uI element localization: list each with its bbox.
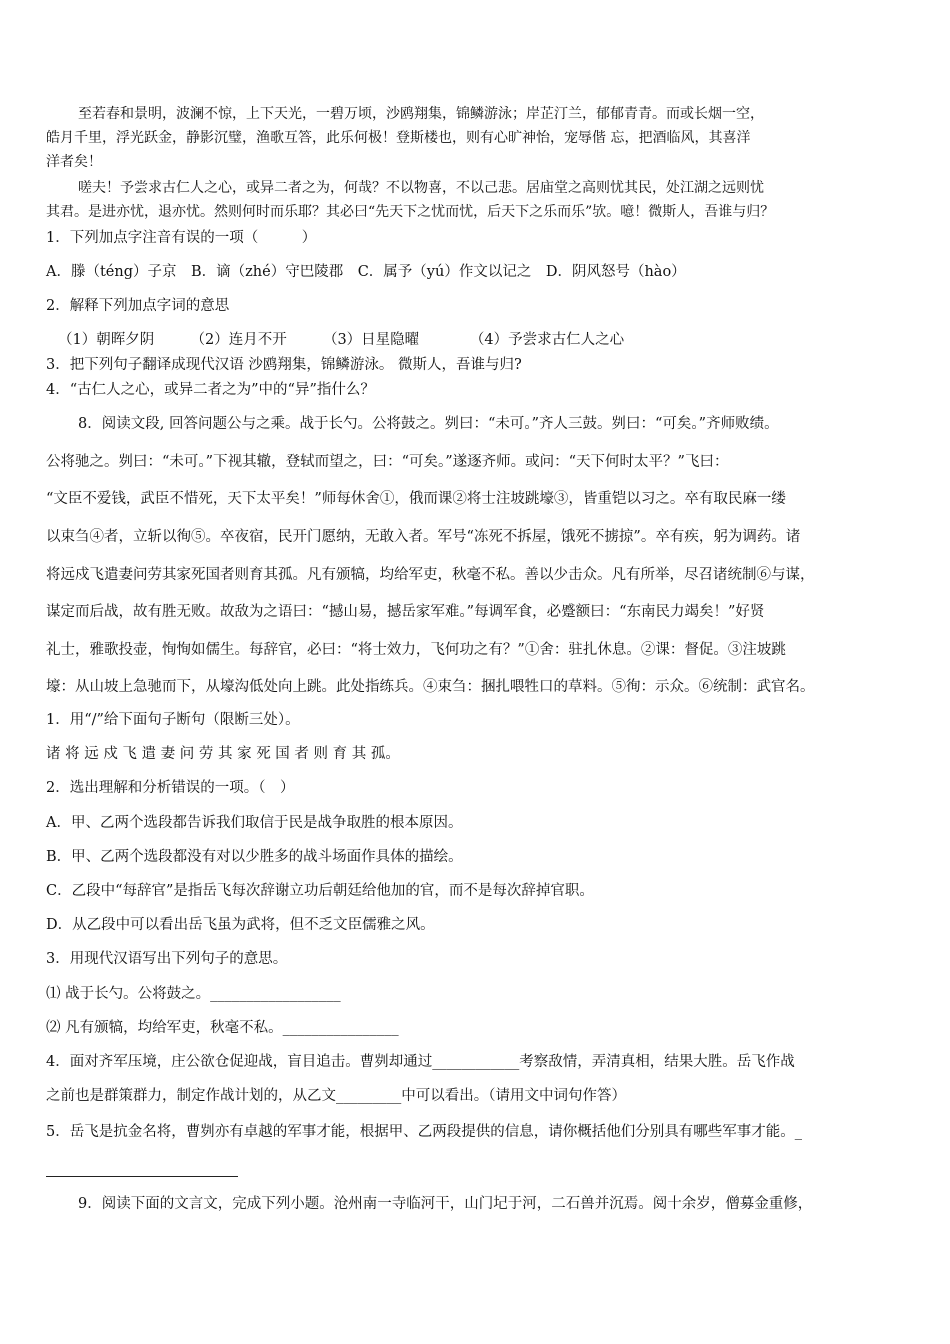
passage-line: 其君。是进亦忧，退亦忧。然则何时而乐耶？其必曰“先天下之忧而忧，后天下之乐而乐”欤。噫！微斯人，吾谁与归？	[46, 204, 775, 220]
passage-8-line: “文臣不爱钱，武臣不惜死，天下太平矣！”师每休舍①，俄而课②将士注坡跳壕③，皆重铠以习之。卒有取民麻一缕	[46, 491, 786, 507]
passage-line: 至若春和景明，波澜不惊，上下天光，一碧万顷，沙鸥翔集，锦鳞游泳；岸芷汀兰，郁郁青青。而或长烟一空，	[78, 106, 764, 122]
option-a: A．甲、乙两个选段都告诉我们取信于民是战争取胜的根本原因。	[46, 815, 463, 831]
passage-8-line: 公将驰之。刿曰：“未可。”下视其辙，登轼而望之，曰：“可矣。”遂逐齐师。或问：“天下何时太平？”飞曰：	[46, 454, 729, 470]
option-c: C．乙段中“每辞官”是指岳飞每次辞谢立功后朝廷给他加的官，而不是每次辞掉官职。	[46, 883, 594, 899]
passage-8-line: 8．阅读文段, 回答问题公与之乘。战于长勺。公将鼓之。刿曰：“未可。”齐人三鼓。刿曰：“可矣。”齐师败绩。	[78, 416, 779, 432]
option-b: B．甲、乙两个选段都没有对以少胜多的战斗场面作具体的描绘。	[46, 849, 463, 865]
question-7-1-options: A．滕（téng）子京 B．谪（zhé）守巴陵郡 C．属予（yú）作文以记之 D．阴风怒号（hào）	[46, 264, 686, 280]
question-7-2: 2．解释下列加点字词的意思	[46, 298, 230, 314]
passage-line: 皓月千里，浮光跃金，静影沉璧，渔歌互答，此乐何极！登斯楼也，则有心旷神怡，宠辱偕 忘，把酒临风，其喜洋	[46, 130, 751, 146]
passage-8-line: 壕：从山坡上急驰而下，从壕沟低处向上跳。此处指练兵。④束刍：捆扎喂牲口的草料。⑤徇：示众。⑥统制：武官名。	[46, 679, 815, 695]
passage-8-line: 谋定而后战，故有胜无败。故敌为之语曰：“撼山易，撼岳家军难。”每调军食，必蹙额曰：“东南民力竭矣！”好贤	[46, 604, 765, 620]
passage-8-line: 礼士，雅歌投壶，恂恂如儒生。每辞官，必曰：“将士效力，飞何功之有？”①舍：驻扎休息。②课：督促。③注坡跳	[46, 642, 786, 658]
option-d: D．从乙段中可以看出岳飞虽为武将，但不乏文臣儒雅之风。	[46, 917, 435, 933]
question-7-2-items: （1）朝晖夕阴 （2）连月不开 （3）日星隐曜 （4）予尝求古仁人之心	[58, 332, 625, 348]
passage-8-line: 将远戍飞遣妻问劳其家死国者则育其孤。凡有颁犒，均给军吏，秋毫不私。善以少击众。凡有所举，尽召诸统制⑥与谋，	[46, 567, 815, 583]
question-8-3: 3．用现代汉语写出下列句子的意思。	[46, 951, 288, 967]
passage-line: 洋者矣！	[46, 154, 102, 170]
question-8-5: 5．岳飞是抗金名将，曹刿亦有卓越的军事才能，根据甲、乙两段提供的信息，请你概括他们分别具有哪些军事才能。_	[46, 1124, 802, 1140]
question-8-2: 2．选出理解和分析错误的一项。（ ）	[46, 780, 295, 796]
question-8-3-2: ⑵ 凡有颁犒，均给军吏，秋毫不私。________________	[46, 1020, 399, 1036]
passage-8-line: 以束刍④者，立斩以徇⑤。卒夜宿，民开门愿纳，无敢入者。军号“冻死不拆屋，饿死不掳掠”。卒有疾，躬为调药。诸	[46, 529, 801, 545]
answer-line	[46, 1176, 238, 1177]
question-9-intro: 9．阅读下面的文言文，完成下列小题。沧州南一寺临河干，山门圮于河，二石兽并沉焉。阅十余岁，僧募金重修，	[78, 1196, 813, 1212]
question-7-4: 4．“古仁人之心，或异二者之为”中的“异”指什么？	[46, 382, 375, 398]
question-8-1-text: 诸 将 远 戍 飞 遣 妻 问 劳 其 家 死 国 者 则 育 其 孤。	[46, 746, 400, 762]
question-7-1: 1．下列加点字注音有误的一项（ ）	[46, 230, 317, 246]
question-8-4: 4．面对齐军压境，庄公欲仓促迎战，盲目追击。曹刿却通过____________考察敌情，弄清真相，结果大胜。岳飞作战	[46, 1054, 795, 1070]
passage-line: 嗟夫！予尝求古仁人之心，或异二者之为，何哉？不以物喜，不以己悲。居庙堂之高则忧其民，处江湖之远则忧	[78, 180, 764, 196]
question-8-1: 1．用“/”给下面句子断句（限断三处）。	[46, 712, 300, 728]
question-8-3-1: ⑴ 战于长勺。公将鼓之。__________________	[46, 986, 341, 1002]
question-7-3: 3．把下列句子翻译成现代汉语 沙鸥翔集，锦鳞游泳。 微斯人，吾谁与归?	[46, 357, 522, 373]
question-8-4-cont: 之前也是群策群力，制定作战计划的，从乙文_________中可以看出。（请用文中词句作答）	[46, 1088, 626, 1104]
